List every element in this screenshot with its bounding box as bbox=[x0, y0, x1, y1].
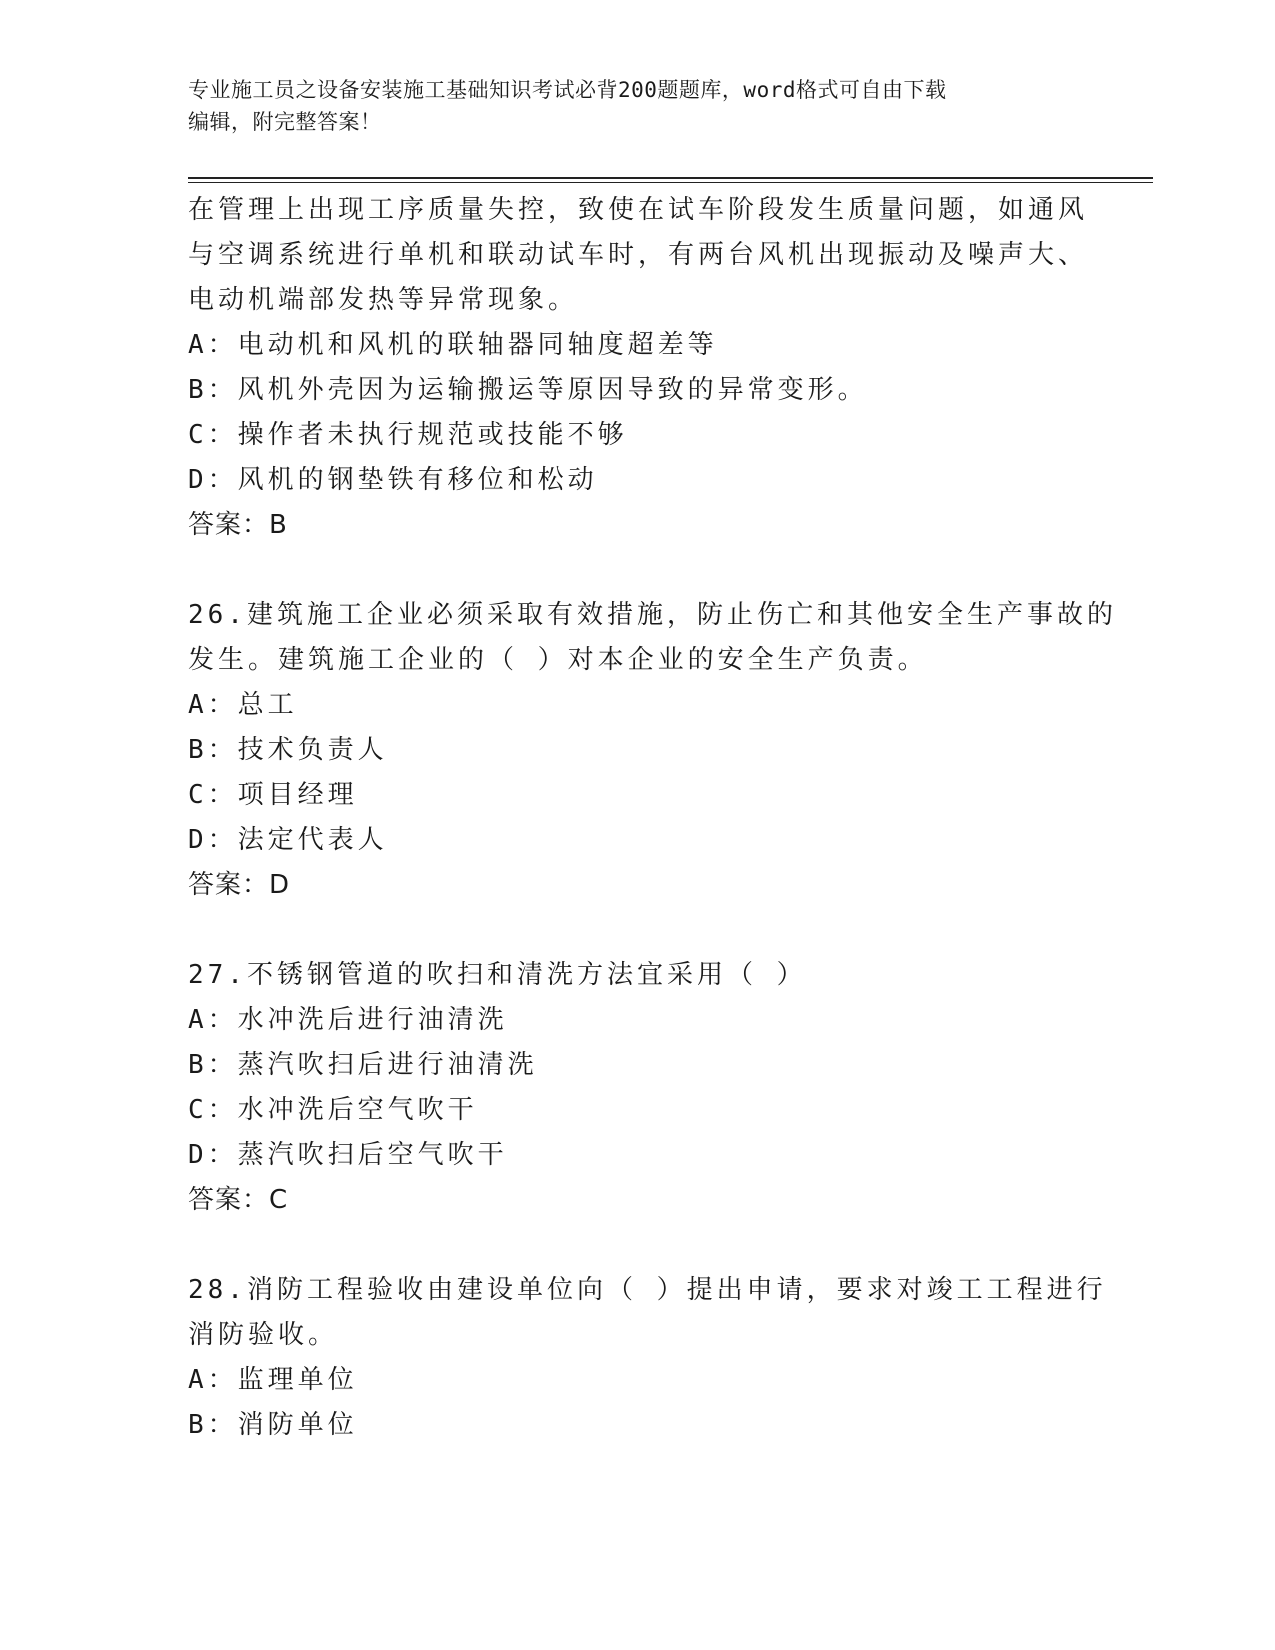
option-c: C：项目经理 bbox=[188, 780, 358, 810]
option-a: A：电动机和风机的联轴器同轴度超差等 bbox=[188, 330, 718, 360]
option-d: D：风机的钢垫铁有移位和松动 bbox=[188, 465, 598, 495]
question-stem-line: 26.建筑施工企业必须采取有效措施，防止伤亡和其他安全生产事故的 bbox=[188, 600, 1117, 630]
question-stem-line: 发生。建筑施工企业的（ ）对本企业的安全生产负责。 bbox=[188, 645, 928, 675]
question-stem-line: 28.消防工程验收由建设单位向（ ）提出申请，要求对竣工工程进行 bbox=[188, 1275, 1107, 1305]
question-25 bbox=[188, 188, 1088, 548]
question-spacer bbox=[188, 548, 1088, 593]
document-header bbox=[188, 74, 1068, 138]
question-stem-line: 消防验收。 bbox=[188, 1320, 339, 1350]
header-divider-thick bbox=[188, 177, 1153, 179]
header-title-line-2: 编辑，附完整答案！ bbox=[188, 110, 382, 134]
option-a: A：总工 bbox=[188, 690, 298, 720]
question-27 bbox=[188, 953, 1088, 1223]
answer-line: 答案：C bbox=[188, 1185, 289, 1215]
question-spacer bbox=[188, 1223, 1088, 1268]
answer-line: 答案：B bbox=[188, 510, 288, 540]
option-a: A：监理单位 bbox=[188, 1365, 358, 1395]
option-c: C：水冲洗后空气吹干 bbox=[188, 1095, 478, 1125]
question-28 bbox=[188, 1268, 1107, 1448]
question-content bbox=[188, 188, 1117, 1448]
answer-line: 答案：D bbox=[188, 870, 291, 900]
question-stem-line: 与空调系统进行单机和联动试车时，有两台风机出现振动及噪声大、 bbox=[188, 240, 1089, 270]
question-stem-line: 电动机端部发热等异常现象。 bbox=[188, 285, 579, 315]
option-c: C：操作者未执行规范或技能不够 bbox=[188, 420, 628, 450]
question-stem-line: 27.不锈钢管道的吹扫和清洗方法宜采用（ ） bbox=[188, 960, 807, 990]
question-stem-line: 在管理上出现工序质量失控，致使在试车阶段发生质量问题，如通风 bbox=[188, 195, 1089, 225]
option-a: A：水冲洗后进行油清洗 bbox=[188, 1005, 508, 1035]
header-divider-thin bbox=[188, 182, 1153, 183]
question-26 bbox=[188, 593, 1117, 908]
option-b: B：技术负责人 bbox=[188, 735, 388, 765]
option-d: D：法定代表人 bbox=[188, 825, 388, 855]
option-b: B：蒸汽吹扫后进行油清洗 bbox=[188, 1050, 538, 1080]
document-page bbox=[188, 0, 1153, 1650]
option-d: D：蒸汽吹扫后空气吹干 bbox=[188, 1140, 508, 1170]
question-spacer bbox=[188, 908, 1088, 953]
option-b: B：风机外壳因为运输搬运等原因导致的异常变形。 bbox=[188, 375, 868, 405]
option-b: B：消防单位 bbox=[188, 1410, 358, 1440]
header-title-line-1: 专业施工员之设备安装施工基础知识考试必背200题题库，word格式可自由下载 bbox=[188, 78, 947, 102]
